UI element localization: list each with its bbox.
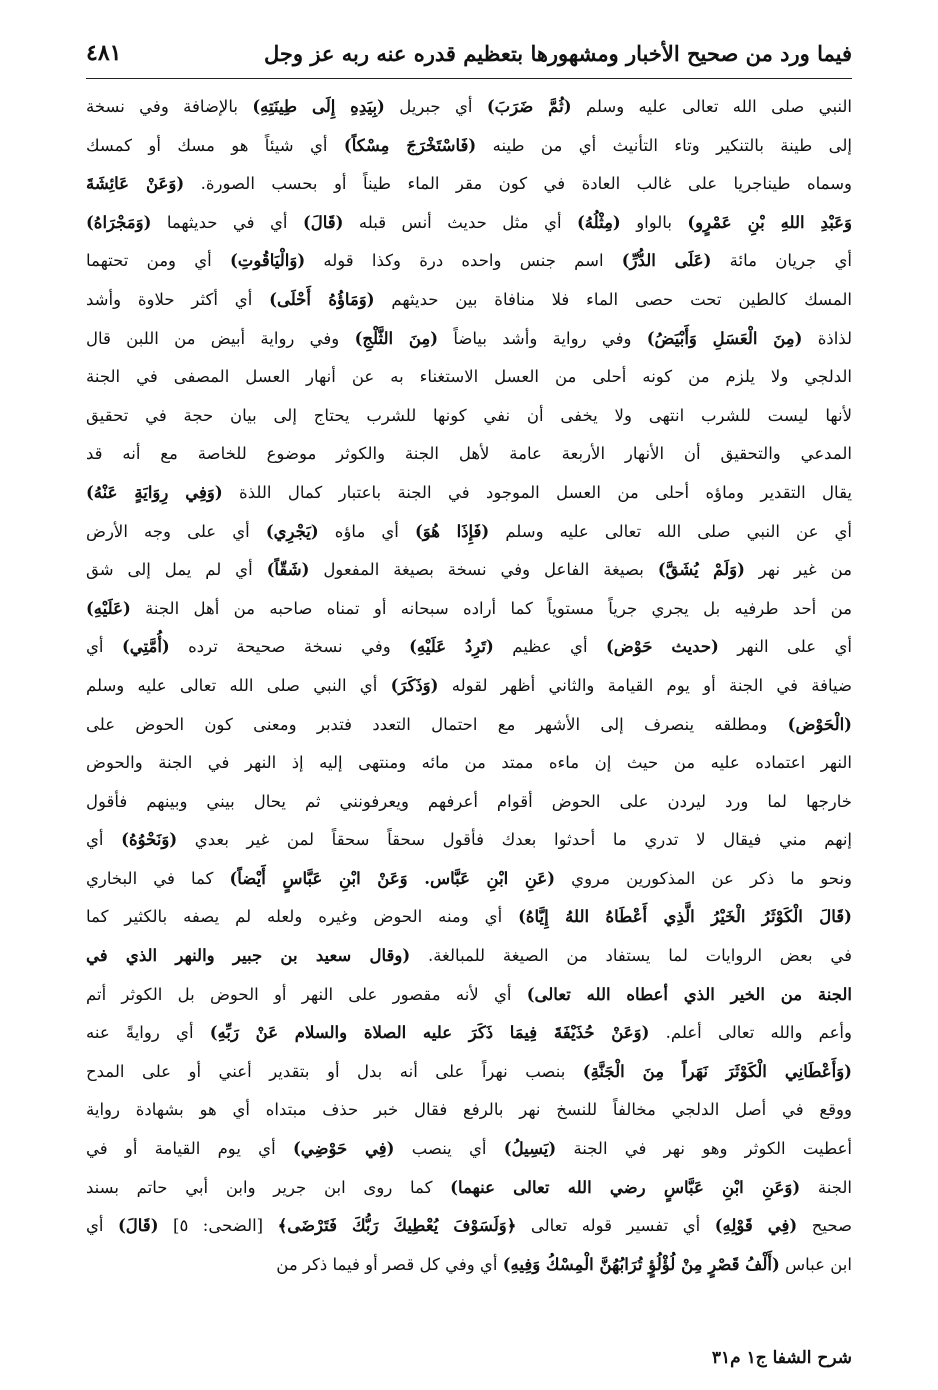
commentary-text: أي النبي صلى الله تعالى عليه وسلم bbox=[86, 675, 391, 695]
commentary-text: ابن عباس bbox=[779, 1254, 852, 1274]
commentary-text: النهر اعتماده عليه من حيث إن ماءه ممتد من مائه ومنتهى إليه إذ النهر في الجنة والحوض bbox=[86, 753, 852, 773]
commentary-text: أي ومنه الحوض وغيره ولعله لم يصفه بالكثير كما bbox=[86, 907, 519, 927]
footer-signature: شرح الشفا ج١ م٣١ bbox=[711, 1348, 852, 1368]
matn-quote: (شَقّاً) bbox=[266, 560, 310, 580]
matn-quote: (وَذَكَرَ) bbox=[390, 675, 439, 695]
matn-quote: (أُمَّتِي) bbox=[121, 637, 170, 657]
matn-quote: (وَنَحْوُهُ) bbox=[121, 830, 178, 850]
page-header bbox=[86, 30, 852, 76]
commentary-text: ومطلقه ينصرف إلى الأشهر مع احتمال التعدد فتدبر ومعنى كون الحوض على bbox=[86, 714, 788, 734]
commentary-text: أي لأنه مقصور على النهر أو الحوض بل الكوثر أتم bbox=[86, 984, 527, 1004]
matn-quote: (تَرِدُ عَلَيْهِ) bbox=[409, 637, 494, 657]
commentary-text: يقال التقدير وماؤه أحلى من العسل الموجود في الجنة باعتبار كمال اللذة bbox=[222, 482, 852, 502]
text-line bbox=[86, 590, 852, 629]
matn-quote: (الْحَوْض) bbox=[787, 714, 852, 734]
commentary-text: أي في حديثهما bbox=[151, 212, 303, 232]
text-line bbox=[86, 976, 852, 1015]
text-line bbox=[86, 358, 852, 397]
matn-quote: (مِنَ الثَّلْجِ) bbox=[354, 328, 439, 348]
matn-quote: (أَلْفُ قَصْرٍ مِنْ لُؤْلُؤٍ تُرَابُهُنَّ الْمِسْكُ وَفِيهِ) bbox=[502, 1254, 780, 1274]
commentary-text: أي جريان مائة bbox=[711, 251, 852, 271]
commentary-text: الجنة bbox=[800, 1177, 852, 1197]
matn-quote: (قَالَ الْكَوْثَرُ الْخَيْرُ الَّذِي أَعْطَاهُ اللهُ إِيَّاهُ) bbox=[518, 907, 852, 927]
text-line bbox=[86, 898, 852, 937]
commentary-text: أي أكثر حلاوة وأشد bbox=[86, 289, 270, 309]
commentary-text: أي شيئاً هو مسك أو كمسك bbox=[86, 135, 344, 155]
text-line bbox=[86, 397, 852, 436]
text-line bbox=[86, 204, 852, 243]
commentary-text: أي عظيم bbox=[493, 637, 606, 657]
commentary-text: أي روايةً عنه bbox=[86, 1023, 210, 1043]
commentary-text: أي على النهر bbox=[718, 637, 852, 657]
text-line bbox=[86, 474, 852, 513]
text-line bbox=[86, 1014, 852, 1053]
commentary-text: أي bbox=[86, 830, 122, 850]
matn-quote: (قَالَ) bbox=[302, 212, 344, 232]
page-number: ٤٨١ bbox=[86, 40, 122, 66]
commentary-text: النبي صلى الله تعالى عليه وسلم bbox=[571, 97, 852, 116]
commentary-text: من أحد طرفيه بل يجري جرياً مستوياً كما أراده سبحانه أو تمناه صاحبه من أهل الجنة bbox=[130, 598, 852, 618]
matn-quote: (وَالْيَاقُوتِ) bbox=[229, 251, 306, 271]
matn-quote: (فَاسْتَخْرَجَ مِسْكاً) bbox=[343, 135, 477, 155]
commentary-text: اسم جنس واحده درة وكذا قوله bbox=[305, 251, 622, 271]
text-line bbox=[86, 1091, 852, 1130]
commentary-text: لذاذة bbox=[802, 328, 852, 348]
text-line bbox=[86, 1169, 852, 1208]
matn-quote: (قَالَ) bbox=[117, 1216, 159, 1236]
text-line bbox=[86, 706, 852, 745]
commentary-text: إنهم مني فيقال لا تدري ما أحدثوا بعدك فأقول سحقاً سحقاً لمن غير بعدي bbox=[177, 830, 852, 850]
commentary-text: ضيافة في الجنة أو يوم القيامة والثاني أظهر لقوله bbox=[438, 675, 852, 695]
matn-quote: (عَلَيْهِ) bbox=[86, 598, 131, 618]
matn-quote: (مِنَ الْعَسَلِ وَأَبْيَضُ) bbox=[646, 328, 803, 348]
text-line bbox=[86, 744, 852, 783]
commentary-text: كما روى ابن جرير وابن أبي حاتم بسند bbox=[86, 1177, 451, 1197]
commentary-text: أي جبريل bbox=[384, 97, 487, 116]
commentary-text: بالواو bbox=[620, 212, 688, 232]
text-line bbox=[86, 127, 852, 166]
commentary-text: الدلجي ولا يلزم من كونه أحلى من العسل الاستغناء به عن أنهار العسل المصفى في الجنة bbox=[86, 367, 852, 387]
commentary-text: ونحو ما ذكر عن المذكورين مروي bbox=[555, 868, 852, 888]
commentary-text: صحيح bbox=[797, 1216, 852, 1236]
text-line bbox=[86, 860, 852, 899]
matn-quote: (وَلَمْ يُشَقَّ) bbox=[657, 560, 745, 580]
text-line bbox=[86, 165, 852, 204]
text-line bbox=[86, 937, 852, 976]
matn-quote: (وَمَاؤُهُ أَحْلَى) bbox=[269, 289, 375, 309]
text-line bbox=[86, 1207, 852, 1246]
text-line bbox=[86, 1246, 852, 1285]
header-divider bbox=[86, 78, 852, 79]
text-line bbox=[86, 242, 852, 281]
text-line bbox=[86, 1053, 852, 1092]
matn-quote: (يَسِيلُ) bbox=[503, 1139, 557, 1159]
commentary-text: في بعض الروايات لما يستفاد من الصيغة للمبالغة. bbox=[410, 946, 852, 966]
text-line bbox=[86, 88, 852, 127]
commentary-text: خارجها لما ورد ليردن على الحوض أقوام أعرفهم ويعرفونني ثم يحال بيني وبينهم فأقول bbox=[86, 791, 852, 811]
commentary-text: وفي رواية أبيض من اللبن قال bbox=[86, 328, 355, 348]
commentary-text: ووقع في أصل الدلجي مخالفاً للنسخ نهر بالرفع فقال خبر حذف مبتداه أي هو بشهادة رواية bbox=[86, 1100, 852, 1120]
text-line bbox=[86, 435, 852, 474]
commentary-text: إلى طينة بالتنكير وتاء التأنيث أي من طينه bbox=[476, 135, 852, 155]
commentary-text: أي ومن تحتهما bbox=[86, 251, 230, 271]
matn-quote: (وَعَنْ حُذَيْفَةَ فِيمَا ذَكَرَ عليه الصلاة والسلام عَنْ رَبِّهِ) bbox=[209, 1023, 650, 1043]
commentary-text: أي bbox=[86, 637, 122, 657]
commentary-text: أي لم يمل إلى شق bbox=[86, 560, 267, 580]
commentary-text: المدعي والتحقيق أن الأنهار الأربعة عامة لأهل الجنة والكوثر موضوع للخاصة مع أنه قد bbox=[86, 444, 852, 464]
matn-quote: (وقال سعيد بن جبير والنهر الذي في bbox=[86, 946, 411, 966]
matn-quote: (فِي قَوْلِهِ) bbox=[714, 1216, 798, 1236]
matn-quote: (وَفِي رِوَايَةٍ عَنْهُ) bbox=[86, 482, 223, 502]
commentary-text: المسك كالطين تحت حصى الماء فلا منافاة بين حديثهم bbox=[374, 289, 852, 309]
matn-quote: (وَعَنْ عَائِشَةَ bbox=[86, 174, 185, 194]
matn-quote: (عَلَى الدُّرِّ) bbox=[621, 251, 712, 271]
text-line bbox=[86, 281, 852, 320]
text-line bbox=[86, 628, 852, 667]
commentary-text: كما في البخاري bbox=[86, 868, 230, 888]
commentary-text: أي مثل حديث أنس قبله bbox=[343, 212, 577, 232]
commentary-text: بالإضافة وفي نسخة bbox=[86, 97, 253, 116]
body-text bbox=[86, 88, 852, 1340]
commentary-text: أي وفي كل قصر أو فيما ذكر من bbox=[276, 1254, 503, 1274]
commentary-text: أي تفسير قوله تعالى bbox=[516, 1216, 715, 1236]
commentary-text: أي عن النبي صلى الله تعالى عليه وسلم bbox=[489, 521, 852, 541]
text-line bbox=[86, 551, 852, 590]
commentary-text: لأنها ليست للشرب انتهى ولا يخفى أن نفي كونها للشرب يحتاج إلى بيان حجة في تحقيق bbox=[86, 405, 852, 425]
commentary-text: أي bbox=[86, 1216, 118, 1236]
commentary-text: من غير نهر bbox=[744, 560, 852, 580]
text-line bbox=[86, 821, 852, 860]
matn-quote: ﴿وَلَسَوْفَ يُعْطِيكَ رَبُّكَ فَتَرْضَى﴾ bbox=[277, 1216, 517, 1236]
commentary-text: أعطيت الكوثر وهو نهر في الجنة bbox=[556, 1139, 852, 1159]
text-line bbox=[86, 1130, 852, 1169]
running-title: فيما ورد من صحيح الأخبار ومشهورها بتعظيم قدره عنه ربه عز وجل bbox=[264, 40, 852, 66]
matn-quote: الجنة من الخير الذي أعطاه الله تعالى) bbox=[526, 984, 852, 1004]
matn-quote: (وَمَجْرَاهُ) bbox=[86, 212, 152, 232]
text-line bbox=[86, 320, 852, 359]
matn-quote: وَعَبْدِ اللهِ بْنِ عَمْرٍو) bbox=[687, 212, 852, 232]
commentary-text: أي يوم القيامة أو في bbox=[86, 1139, 293, 1159]
commentary-text: أي ماؤه bbox=[318, 521, 415, 541]
matn-quote: (ثُمَّ ضَرَبَ) bbox=[486, 97, 572, 116]
text-line bbox=[86, 783, 852, 822]
text-line bbox=[86, 513, 852, 552]
commentary-text: بنصب نهراً على أنه بدل أو بتقدير أعني أو على المدح bbox=[86, 1061, 583, 1081]
commentary-text: بصيغة الفاعل وفي نسخة بصيغة المفعول bbox=[309, 560, 658, 580]
matn-quote: (فِي حَوْضِي) bbox=[292, 1139, 395, 1159]
matn-quote: (عَنِ ابْنِ عَبَّاس. وَعَنْ ابْنِ عَبَّاسٍ أَيْضاً) bbox=[229, 868, 556, 888]
commentary-text: وسماه طيناجريا على غالب العادة في كون مقر الماء طيناً أو بحسب الصورة. bbox=[184, 174, 852, 194]
matn-quote: (يَجْرِي) bbox=[265, 521, 319, 541]
commentary-text: وفي نسخة صحيحة ترده bbox=[169, 637, 410, 657]
matn-quote: (وَعَنِ ابْنِ عَبَّاسٍ رضي الله تعالى عنهما) bbox=[450, 1177, 801, 1197]
text-line bbox=[86, 667, 852, 706]
matn-quote: (حديث حَوْض) bbox=[605, 637, 719, 657]
commentary-text: أي ينصب bbox=[394, 1139, 504, 1159]
commentary-text: [الضحى: ٥] bbox=[158, 1216, 278, 1236]
commentary-text: وفي رواية وأشد بياضاً bbox=[438, 328, 647, 348]
commentary-text: وأعم والله تعالى أعلم. bbox=[649, 1023, 852, 1043]
matn-quote: (بِيَدِهِ إِلَى طِينَتِهِ) bbox=[252, 97, 385, 116]
matn-quote: (مِثْلُهُ) bbox=[577, 212, 621, 232]
commentary-text: أي على وجه الأرض bbox=[86, 521, 266, 541]
matn-quote: (فَإِذَا هُوَ) bbox=[414, 521, 490, 541]
matn-quote: (وَأَعْطَانِي الْكَوْثَرَ نَهَراً مِنَ الْجَنَّةِ) bbox=[582, 1061, 852, 1081]
